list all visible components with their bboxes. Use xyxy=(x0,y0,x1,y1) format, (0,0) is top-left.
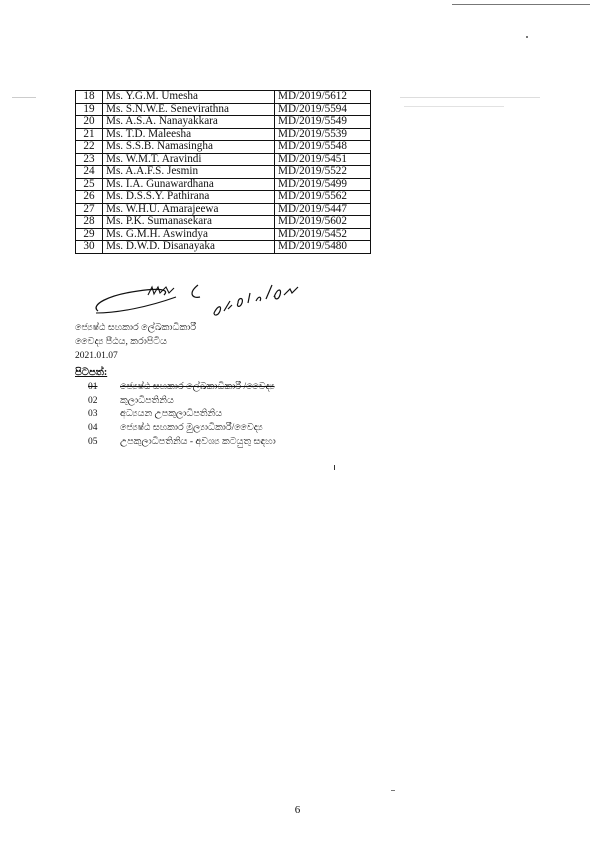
signatory-faculty: වෛද්‍ය පීඨය, කරාපිටිය xyxy=(75,337,167,347)
copy-recipient: ජ්‍යෙෂ්ඨ සහකාර මුල්‍යාධිකාරී/වෛද්‍ය xyxy=(120,423,263,434)
list-item xyxy=(88,436,276,450)
table-row xyxy=(76,153,371,166)
row-number: 18 xyxy=(76,91,103,104)
table-row xyxy=(76,103,371,116)
student-name: Ms. A.S.A. Nanayakkara xyxy=(103,116,275,129)
student-name: Ms. Y.G.M. Umesha xyxy=(103,91,275,104)
student-roster-table xyxy=(75,90,371,254)
copies-list xyxy=(88,381,276,450)
student-name: Ms. G.M.H. Aswindya xyxy=(103,228,275,241)
page-number: 6 xyxy=(294,804,301,816)
registration-number: MD/2019/5451 xyxy=(275,153,371,166)
copy-number: 02 xyxy=(88,395,98,406)
table-row xyxy=(76,228,371,241)
copies-heading: පිටපත්: xyxy=(75,367,108,378)
table-row xyxy=(76,141,371,154)
student-name: Ms. P.K. Sumanasekara xyxy=(103,216,275,229)
student-name: Ms. D.S.S.Y. Pathirana xyxy=(103,191,275,204)
row-number: 29 xyxy=(76,228,103,241)
table-row xyxy=(76,178,371,191)
row-number: 30 xyxy=(76,241,103,254)
registration-number: MD/2019/5612 xyxy=(275,91,371,104)
row-number: 24 xyxy=(76,166,103,179)
handwritten-signature xyxy=(88,273,318,325)
student-name: Ms. S.S.B. Namasingha xyxy=(103,141,275,154)
registration-number: MD/2019/5452 xyxy=(275,228,371,241)
signatory-block xyxy=(75,321,196,363)
scan-speck xyxy=(334,465,335,470)
student-name: Ms. D.W.D. Disanayaka xyxy=(103,241,275,254)
copy-recipient: අධ්‍යයන උපකුලාධිපතිනිය xyxy=(120,409,223,420)
scan-speck xyxy=(391,790,395,791)
registration-number: MD/2019/5539 xyxy=(275,128,371,141)
row-number: 25 xyxy=(76,178,103,191)
list-item xyxy=(88,422,276,436)
table-row xyxy=(76,241,371,254)
copy-recipient: කුලාධිපතිනිය xyxy=(120,395,174,406)
copy-recipient: ජ්‍යෙෂ්ඨ සහකාර ලේඛකාධිකාරී /වෛද්‍ය xyxy=(120,382,275,392)
student-name: Ms. W.H.U. Amarajeewa xyxy=(103,203,275,216)
registration-number: MD/2019/5447 xyxy=(275,203,371,216)
row-number: 28 xyxy=(76,216,103,229)
table-row xyxy=(76,128,371,141)
row-number: 26 xyxy=(76,191,103,204)
student-name: Ms. S.N.W.E. Senevirathna xyxy=(103,103,275,116)
list-item xyxy=(88,408,276,422)
row-number: 19 xyxy=(76,103,103,116)
copy-number: 01 xyxy=(88,382,98,392)
signatory-title: ජ්‍යෙෂ්ඨ සහකාර ලේඛකාධිකාරී xyxy=(75,323,197,333)
copy-number: 03 xyxy=(88,409,98,420)
registration-number: MD/2019/5480 xyxy=(275,241,371,254)
scan-mark-top xyxy=(452,4,590,5)
list-item xyxy=(88,381,276,395)
registration-number: MD/2019/5602 xyxy=(275,216,371,229)
row-number: 23 xyxy=(76,153,103,166)
scan-speck xyxy=(400,97,540,98)
table-row xyxy=(76,216,371,229)
copy-number: 05 xyxy=(88,436,98,447)
copy-recipient: උපකුලාධිපතිනිය - අවශ්‍ය කටයුතු සඳහා xyxy=(120,436,276,447)
table-row xyxy=(76,203,371,216)
row-number: 27 xyxy=(76,203,103,216)
scan-speck xyxy=(404,106,504,107)
row-number: 22 xyxy=(76,141,103,154)
row-number: 20 xyxy=(76,116,103,129)
registration-number: MD/2019/5562 xyxy=(275,191,371,204)
table-row xyxy=(76,191,371,204)
student-name: Ms. A.A.F.S. Jesmin xyxy=(103,166,275,179)
list-item xyxy=(88,395,276,409)
registration-number: MD/2019/5522 xyxy=(275,166,371,179)
student-name: Ms. T.D. Maleesha xyxy=(103,128,275,141)
registration-number: MD/2019/5548 xyxy=(275,141,371,154)
table-row xyxy=(76,91,371,104)
copy-number: 04 xyxy=(88,423,98,434)
registration-number: MD/2019/5499 xyxy=(275,178,371,191)
registration-number: MD/2019/5594 xyxy=(275,103,371,116)
registration-number: MD/2019/5549 xyxy=(275,116,371,129)
student-name: Ms. W.M.T. Aravindi xyxy=(103,153,275,166)
scan-speck xyxy=(526,36,528,38)
signatory-date: 2021.01.07 xyxy=(75,351,118,361)
row-number: 21 xyxy=(76,128,103,141)
scan-speck xyxy=(12,97,36,98)
student-name: Ms. I.A. Gunawardhana xyxy=(103,178,275,191)
table-row xyxy=(76,166,371,179)
table-row xyxy=(76,116,371,129)
